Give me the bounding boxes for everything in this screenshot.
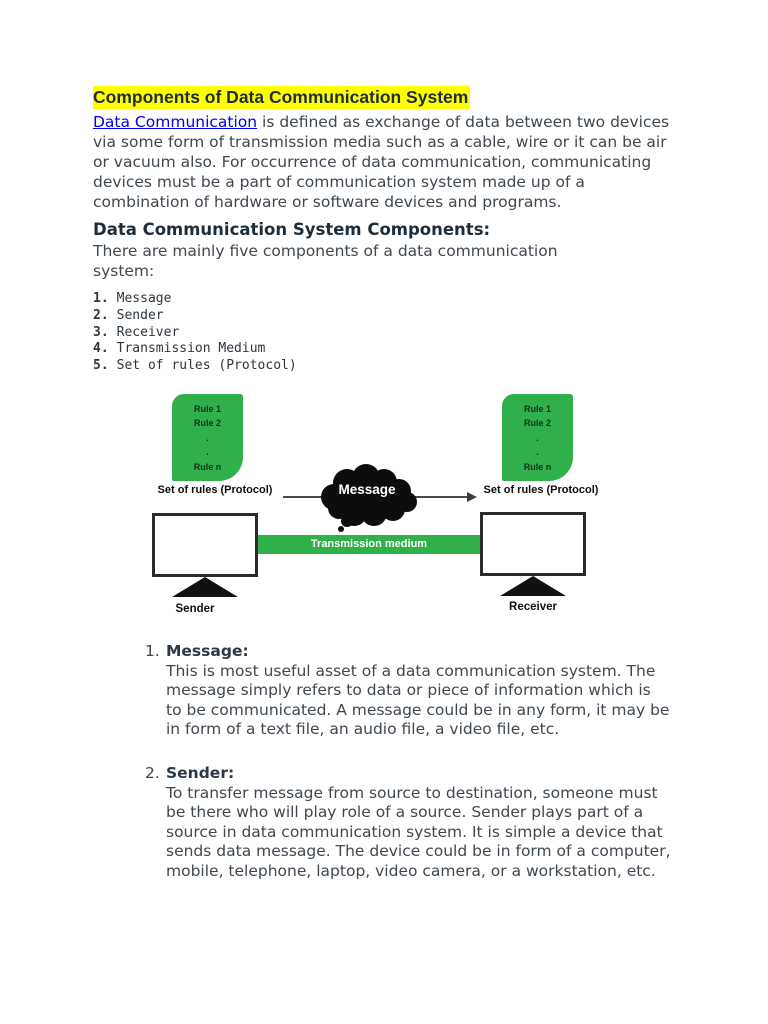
component-details-list bbox=[145, 642, 693, 882]
rule-line: . bbox=[536, 447, 539, 458]
list-item bbox=[93, 358, 693, 375]
rule-line: . bbox=[206, 432, 209, 443]
list-item-label: Sender bbox=[116, 307, 164, 323]
message-cloud-label: Message bbox=[338, 481, 396, 497]
components-list bbox=[93, 291, 693, 375]
list-item-number: 5. bbox=[93, 358, 109, 374]
list-item-number: 3. bbox=[93, 324, 109, 340]
detail-item-sender bbox=[145, 764, 693, 882]
intro-text: is defined as exchange of data between two devices via some form of transmission media such as a cable, wire or it can be air or vacuum also. For occurrence of data communication, communicating devices must be a part of communication system made up of a combination of hardware or software devices and programs. bbox=[93, 113, 670, 211]
list-item bbox=[93, 325, 693, 342]
rule-line: . bbox=[206, 447, 209, 458]
sender-rules-box bbox=[172, 394, 243, 481]
detail-text: This is most useful asset of a data communication system. The message simply refers to data or piece of information which is to be communicated. A message could be in any form, it may be in form of a text file, an audio file, a video file, etc. bbox=[166, 661, 670, 739]
page-title-highlight: Components of Data Communication System bbox=[93, 87, 469, 107]
rule-line: Rule 1 bbox=[193, 403, 221, 414]
sender-monitor-stand-icon bbox=[172, 577, 238, 597]
rule-line: Rule n bbox=[193, 461, 222, 472]
list-item-number: 1. bbox=[93, 291, 109, 306]
sender-monitor-icon bbox=[152, 513, 258, 577]
detail-text: To transfer message from source to destination, someone must be there who will play role of a source. Sender plays part of a source in data communication system. It is simple a device that sends data message. The device could be in form of a computer, mobile, telephone, laptop, video camera, or a workstation, etc. bbox=[166, 783, 671, 880]
detail-number: 2. bbox=[145, 763, 160, 782]
sender-label: Sender bbox=[175, 602, 215, 615]
rule-line: Rule 2 bbox=[193, 418, 221, 429]
rule-line: Rule n bbox=[523, 461, 552, 472]
message-cloud-icon bbox=[314, 461, 420, 533]
rule-line: . bbox=[536, 432, 539, 443]
list-item-number: 4. bbox=[93, 341, 109, 357]
detail-body bbox=[166, 642, 671, 740]
detail-item-message bbox=[145, 642, 693, 740]
intro-paragraph bbox=[93, 112, 685, 212]
receiver-rules-box bbox=[502, 394, 573, 481]
transmission-medium-bar: Transmission medium bbox=[258, 535, 480, 554]
receiver-monitor-stand-icon bbox=[500, 576, 566, 596]
rule-line: Rule 2 bbox=[523, 418, 551, 429]
detail-number: 1. bbox=[145, 641, 160, 660]
receiver-label: Receiver bbox=[509, 600, 557, 613]
detail-body bbox=[166, 764, 671, 882]
page-title bbox=[93, 86, 693, 109]
list-item-label: Set of rules (Protocol) bbox=[116, 358, 297, 374]
rule-line: Rule 1 bbox=[523, 403, 551, 414]
list-item-label: Receiver bbox=[116, 324, 180, 340]
detail-term: Sender: bbox=[166, 763, 235, 782]
components-intro: There are mainly five components of a data communication system: bbox=[93, 242, 558, 280]
sender-rules-label: Set of rules (Protocol) bbox=[157, 483, 273, 496]
data-communication-diagram bbox=[93, 387, 693, 622]
receiver-rules-label: Set of rules (Protocol) bbox=[483, 483, 599, 496]
data-communication-link[interactable]: Data Communication bbox=[93, 113, 258, 131]
components-heading: Data Communication System Components: bbox=[93, 220, 491, 239]
message-arrow-head-icon bbox=[467, 492, 477, 502]
list-item bbox=[93, 341, 693, 358]
list-item bbox=[93, 291, 693, 308]
list-item-label: Message bbox=[116, 291, 172, 306]
list-item bbox=[93, 308, 693, 325]
detail-term: Message: bbox=[166, 641, 249, 660]
list-item-label: Transmission Medium bbox=[116, 341, 266, 357]
receiver-monitor-icon bbox=[480, 512, 586, 576]
list-item-number: 2. bbox=[93, 307, 109, 323]
